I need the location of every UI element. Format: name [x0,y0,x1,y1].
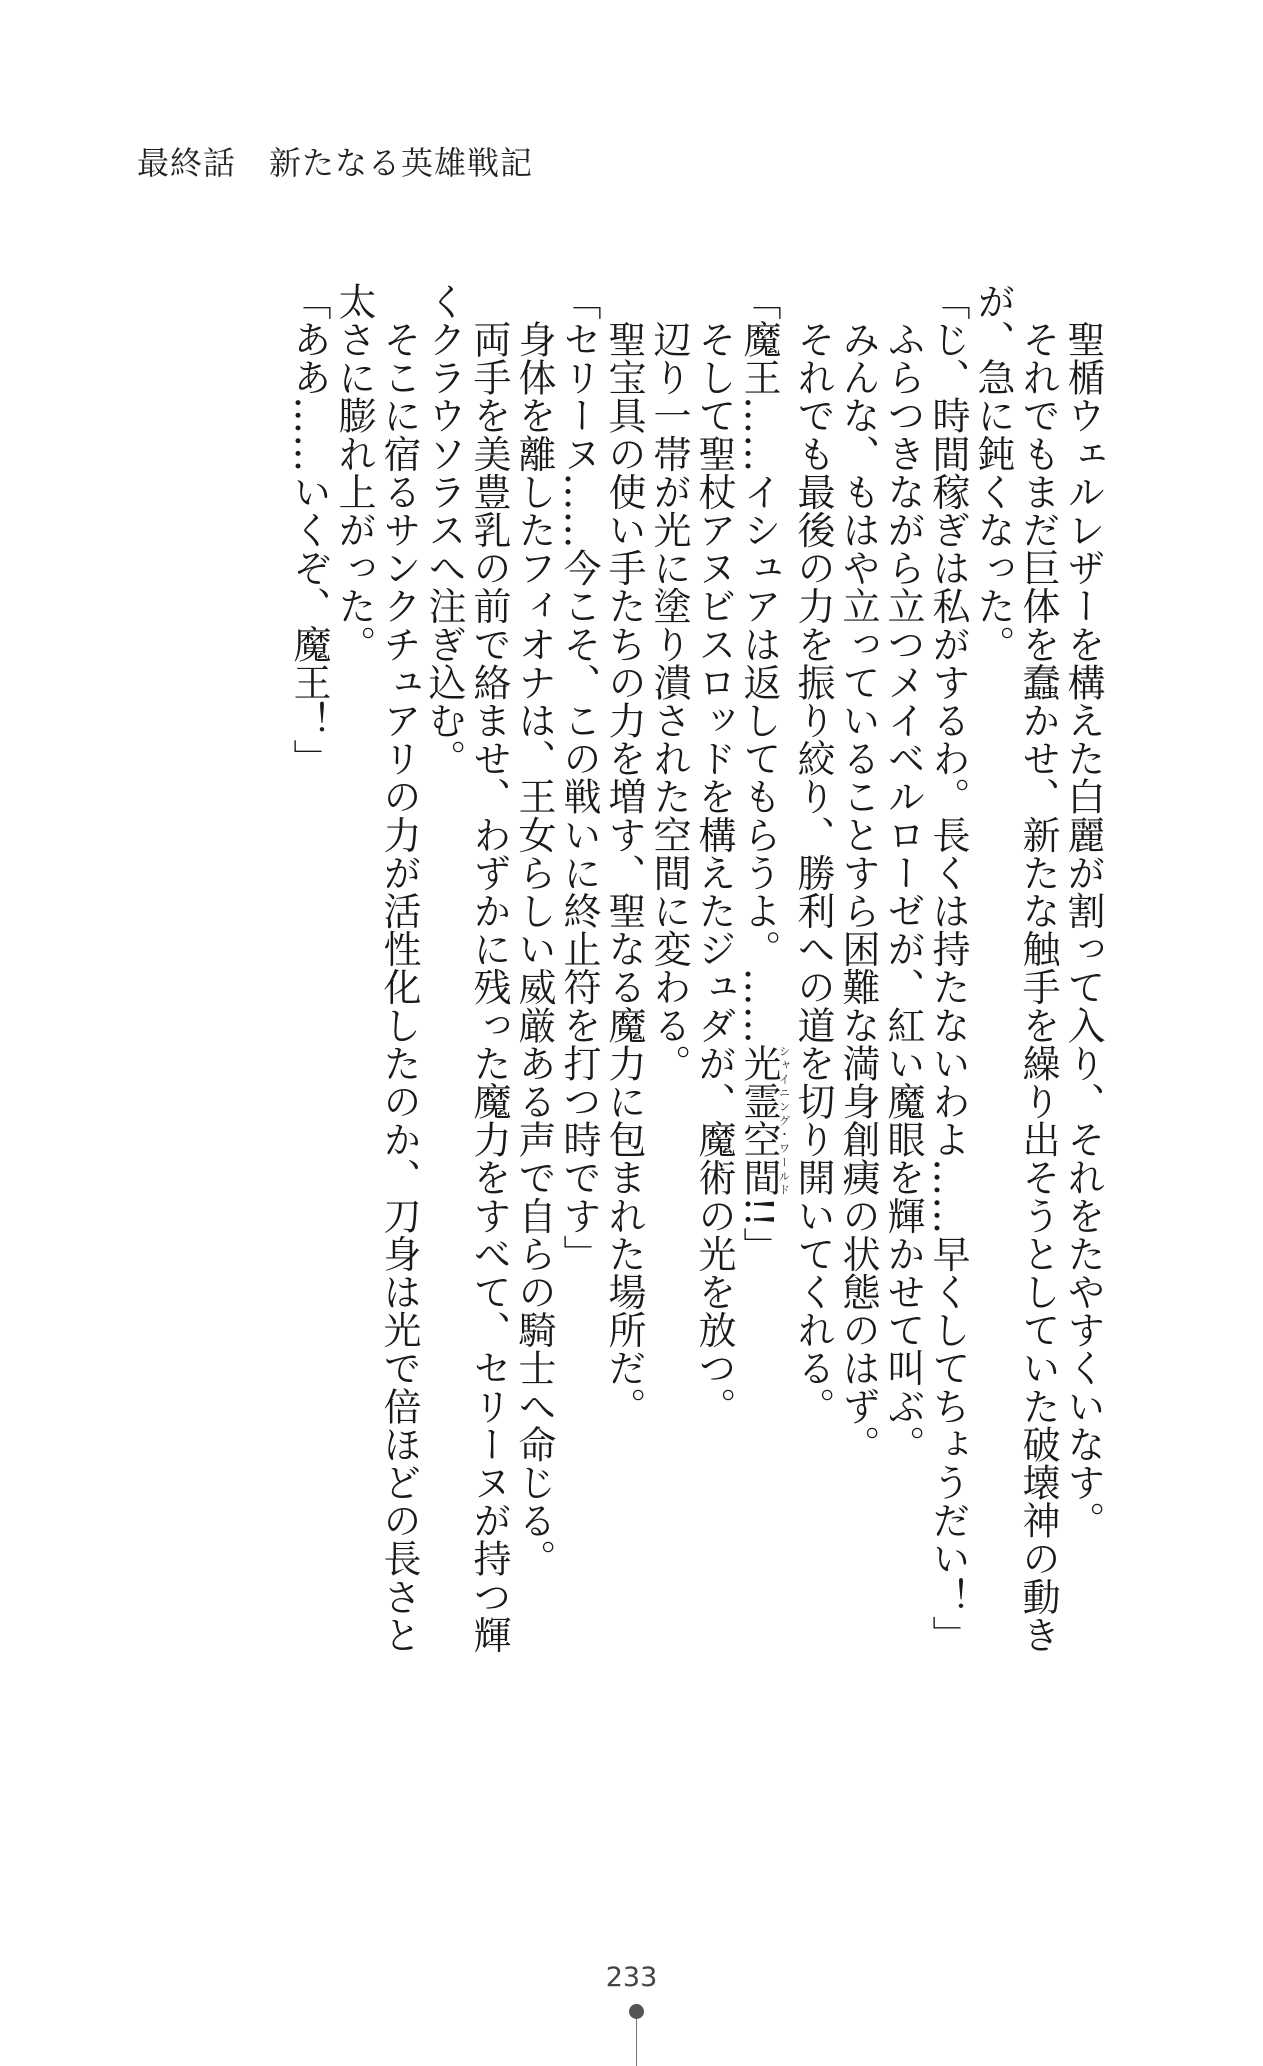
body-text [105,282,1105,1682]
paragraph: 「ああ……いくぞ、魔王！」 [287,282,331,778]
paragraph: 聖楯ウェルレザーを構えた白麗が割って入り、それをたやすくいなす。 [1061,282,1105,1540]
ruby-reading: シャイニング・ワールド [777,1044,791,1197]
paragraph: それでもまだ巨体を蠢かせ、新たな触手を繰り出そうとしていた破壊神の動きが、急に鈍くなった。 [971,282,1060,1654]
dialogue-text-end: !!」 [737,1196,781,1266]
page-number: 233 [605,1962,658,1993]
page-marker-line [636,2019,637,2066]
paragraph-with-ruby [736,282,790,1682]
running-header: 最終話 新たなる英雄戦記 [137,144,534,182]
ruby-base: 光霊空間 [737,1044,781,1197]
ruby-term [737,1044,791,1197]
paragraph: そこに宿るサンクチュアリの力が活性化したのか、刀身は光で倍ほどの長さと太さに膨れ上がった。 [332,282,421,1654]
paragraph: ふらつきながら立つメイベルローゼが、紅い魔眼を輝かせて叫ぶ。 [881,282,925,1464]
page-marker-dot-icon [629,2004,644,2019]
paragraph: 辺り一帯が光に塗り潰された空間に変わる。 [647,282,691,1083]
dialogue-text: 「魔王……イシュアは返してもらうよ。…… [737,282,781,1044]
paragraph: 「じ、時間稼ぎは私がするわ。長くは持たないわよ……早くしてちょうだい！」 [926,282,970,1654]
paragraph: そして聖杖アヌビスロッドを構えたジュダが、魔術の光を放つ。 [692,282,736,1425]
paragraph: 身体を離したフィオナは、王女らしい威厳ある声で自らの騎士へ命じる。 [512,282,556,1578]
paragraph: 「セリーヌ……今こそ、この戦いに終止符を打つ時です」 [557,282,601,1273]
paragraph: みんな、もはや立っていることすら困難な満身創痍の状態のはず。 [836,282,880,1464]
paragraph: 両手を美豊乳の前で絡ませ、わずかに残った魔力をすべて、セリーヌが持つ輝くクラウソラスへ注ぎ込む。 [422,282,511,1654]
paragraph: 聖宝具の使い手たちの力を増す、聖なる魔力に包まれた場所だ。 [602,282,646,1425]
paragraph: それでも最後の力を振り絞り、勝利への道を切り開いてくれる。 [791,282,835,1425]
